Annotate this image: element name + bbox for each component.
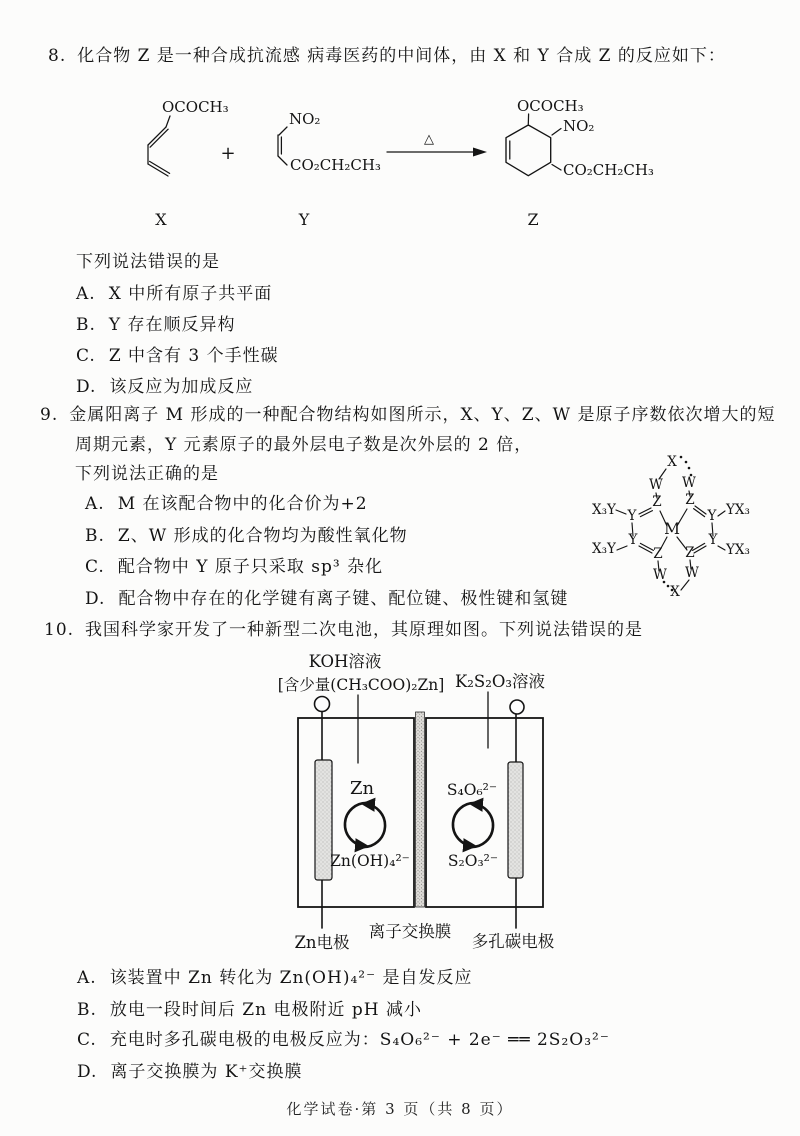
group-yx3: YX₃ xyxy=(726,542,750,558)
reaction-arrow xyxy=(387,132,487,157)
left-terminal xyxy=(315,697,330,712)
q8-option-a: A. X 中所有原子共平面 xyxy=(76,284,273,304)
atom-y: Y xyxy=(708,532,718,548)
structure-y xyxy=(278,110,381,229)
left-electrode-label: Zn电极 xyxy=(294,933,350,952)
porous-carbon-electrode xyxy=(508,762,523,878)
right-cycle-arrow-down xyxy=(453,803,476,846)
q10-option-a: A. 该装置中 Zn 转化为 Zn(OH)₄²⁻ 是自发反应 xyxy=(77,968,473,988)
q8-option-d: D. 该反应为加成反应 xyxy=(76,377,254,397)
z-ester-label: CO₂CH₂CH₃ xyxy=(563,161,654,179)
page-footer: 化学试卷·第 3 页（共 8 页） xyxy=(286,1100,514,1118)
z-nitro-label: NO₂ xyxy=(563,117,595,135)
q8-prompt: 下列说法错误的是 xyxy=(76,252,220,272)
y-name-label: Y xyxy=(298,210,310,229)
q10-option-d: D. 离子交换膜为 K⁺交换膜 xyxy=(77,1062,303,1082)
right-terminal xyxy=(510,700,524,714)
complex-atom-labels xyxy=(592,454,750,600)
atom-z: Z xyxy=(652,494,662,510)
group-x3y: X₃Y xyxy=(592,541,616,557)
atom-y: Y xyxy=(707,508,717,524)
right-solution-label: K₂S₂O₃溶液 xyxy=(454,672,546,691)
q9-stem-line2: 周期元素，Y 元素原子的最外层电子数是次外层的 2 倍， xyxy=(75,435,533,455)
q10-option-c: C. 充电时多孔碳电极的电极反应为：S₄O₆²⁻ + 2e⁻ ══ 2S₂O₃²⁻ xyxy=(77,1030,610,1050)
right-species-bottom: S₂O₃²⁻ xyxy=(447,852,499,870)
group-yx3: YX₃ xyxy=(726,502,750,518)
heat-condition-label: △ xyxy=(424,132,434,147)
group-x3y: X₃Y xyxy=(592,502,616,518)
left-species-bottom: Zn(OH)₄²⁻ xyxy=(330,852,410,870)
atom-m-center: M xyxy=(664,520,680,538)
x-acetoxy-label: OCOCH₃ xyxy=(162,98,229,116)
q10-number: 10. xyxy=(44,620,75,640)
q8-stem-text: 化合物 Z 是一种合成抗流感 病毒医药的中间体，由 X 和 Y 合成 Z 的反应如下： xyxy=(77,46,726,66)
y-ester-label: CO₂CH₂CH₃ xyxy=(290,156,381,174)
q9-option-b: B. Z、W 形成的化合物均为酸性氧化物 xyxy=(85,526,408,546)
ion-exchange-membrane xyxy=(416,712,425,907)
q10-option-b: B. 放电一段时间后 Zn 电极附近 pH 减小 xyxy=(77,1000,422,1020)
atom-y: Y xyxy=(627,508,637,524)
battery-diagram xyxy=(270,645,570,957)
atom-w: W xyxy=(649,477,663,493)
q9-stem-line1: 9. 金属阳离子 M 形成的一种配合物结构如图所示，X、Y、Z、W 是原子序数依次增大的短 xyxy=(40,405,776,425)
right-species-top: S₄O₆²⁻ xyxy=(446,781,498,799)
membrane-label: 离子交换膜 xyxy=(368,922,452,941)
atom-x-bottom: X xyxy=(670,584,680,600)
atom-z: Z xyxy=(685,492,695,508)
plus-sign: + xyxy=(220,143,236,164)
atom-z: Z xyxy=(685,545,695,561)
left-cycle-arrow-down xyxy=(345,803,368,846)
atom-x-top: X xyxy=(667,454,677,470)
q8-stem xyxy=(48,46,726,67)
right-electrode-label: 多孔碳电极 xyxy=(471,932,555,951)
q8-number: 8. xyxy=(48,46,67,66)
complex-structure-figure xyxy=(588,448,796,616)
q9-option-c: C. 配合物中 Y 原子只采取 sp³ 杂化 xyxy=(85,557,384,577)
left-species-top: Zn xyxy=(349,778,375,799)
atom-w: W xyxy=(682,475,696,491)
right-cell xyxy=(426,718,543,907)
q10-stem: 10. 我国科学家开发了一种新型二次电池，其原理如图。下列说法错误的是 xyxy=(44,620,644,640)
q8-option-c: C. Z 中含有 3 个手性碳 xyxy=(76,346,279,366)
atom-z: Z xyxy=(653,546,663,562)
right-cycle-arrow-up xyxy=(470,804,493,847)
q9-prompt: 下列说法正确的是 xyxy=(75,464,219,484)
q9-option-d: D. 配合物中存在的化学键有离子键、配位键、极性键和氢键 xyxy=(85,589,569,609)
x-name-label: X xyxy=(155,210,167,229)
y-nitro-label: NO₂ xyxy=(289,110,321,128)
left-solution-label-line2: [含少量(CH₃COO)₂Zn] xyxy=(277,676,445,694)
atom-w: W xyxy=(685,565,699,581)
structure-x xyxy=(148,98,229,229)
atom-y: Y xyxy=(628,532,638,548)
left-solution-label-line1: KOH溶液 xyxy=(308,652,382,671)
left-cycle-arrow-up xyxy=(362,804,385,847)
q9-number: 9. xyxy=(40,405,59,425)
q9-option-a: A. M 在该配合物中的化合价为+2 xyxy=(85,494,368,514)
reaction-scheme-figure xyxy=(90,88,710,236)
z-name-label: Z xyxy=(527,210,539,229)
structure-z xyxy=(506,97,654,229)
q8-option-b: B. Y 存在顺反异构 xyxy=(76,315,236,335)
atom-w: W xyxy=(653,567,667,583)
z-acetoxy-label: OCOCH₃ xyxy=(517,97,584,115)
